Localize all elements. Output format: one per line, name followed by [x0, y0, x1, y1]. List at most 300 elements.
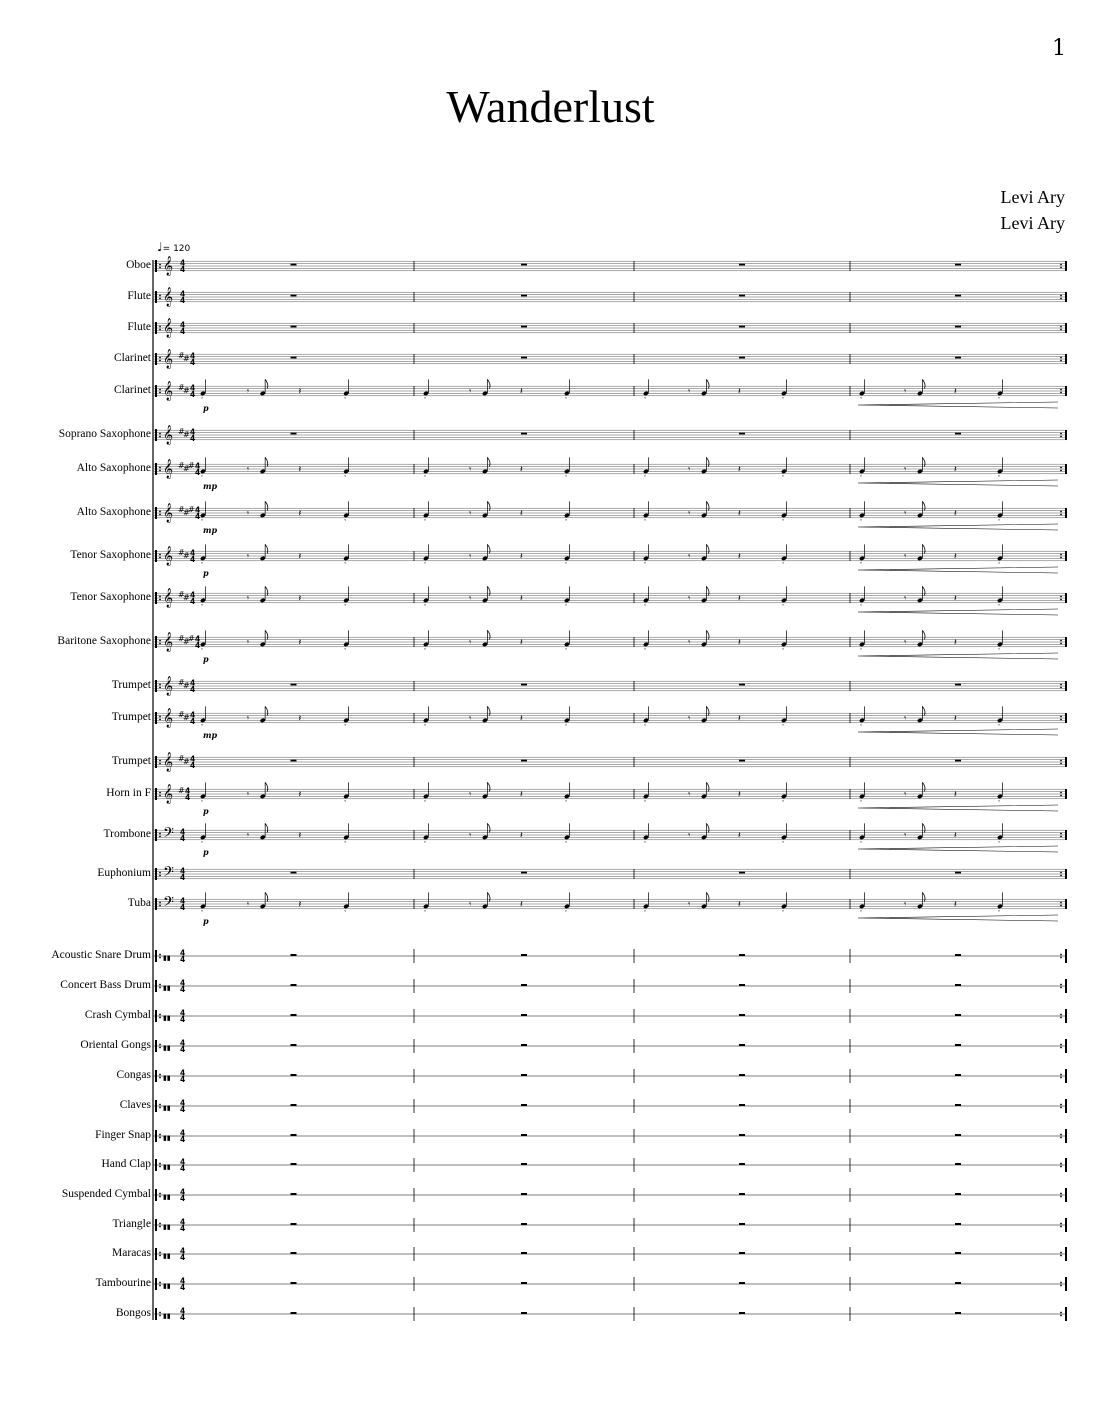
time-signature-denominator: 4: [185, 793, 191, 802]
quarter-rest-icon: 𝄽: [738, 714, 741, 724]
instrument-name: Concert Bass Drum: [60, 979, 151, 991]
whole-rest: [739, 954, 745, 956]
note-flag: [706, 379, 709, 388]
time-signature-numerator: 4: [180, 1306, 186, 1316]
whole-rest: [291, 1252, 297, 1254]
sharp-icon: #: [178, 461, 185, 470]
repeat-dot: [1060, 905, 1062, 907]
repeat-dot: [159, 596, 161, 598]
eighth-rest-icon: 𝄾: [246, 790, 250, 800]
staff-5: [153, 379, 1066, 413]
quarter-rest-icon: 𝄽: [520, 831, 523, 841]
sharp-icon: #: [183, 386, 190, 395]
note-flag: [265, 544, 268, 553]
accent-mark: ˇ: [859, 800, 863, 808]
repeat-dot: [159, 1196, 161, 1198]
note-flag: [706, 706, 709, 715]
eighth-rest-icon: 𝄾: [469, 790, 472, 800]
time-signature-denominator: 4: [190, 597, 196, 606]
staff-19: [153, 949, 1066, 965]
accent-mark: ˇ: [423, 519, 427, 527]
instrument-name: Finger Snap: [95, 1129, 151, 1141]
quarter-rest-icon: 𝄽: [520, 552, 523, 562]
whole-rest: [955, 760, 961, 762]
accent-mark: ˇ: [781, 562, 785, 570]
instrument-name: Triangle: [112, 1218, 151, 1230]
treble-clef-icon: 𝄞: [163, 546, 174, 566]
instrument-name: Clarinet: [113, 384, 151, 396]
accent-mark: ˇ: [859, 519, 863, 527]
sharp-icon: #: [178, 548, 185, 557]
sharp-icon: #: [188, 634, 195, 643]
whole-rest: [521, 1282, 527, 1284]
instrument-name: Alto Saxophone: [76, 506, 151, 518]
repeat-dot: [1060, 1282, 1062, 1284]
whole-rest: [955, 1074, 961, 1076]
note-flag: [922, 706, 925, 715]
quarter-rest-icon: 𝄽: [298, 594, 302, 604]
whole-rest: [291, 1104, 297, 1106]
whole-rest: [739, 1193, 745, 1195]
instrument-name: Trumpet: [111, 679, 151, 691]
treble-clef-icon: 𝄞: [163, 318, 174, 338]
quarter-rest-icon: 𝄽: [954, 552, 957, 562]
repeat-dot: [159, 433, 161, 435]
repeat-dot: [1060, 596, 1062, 598]
crescendo-hairpin: [858, 524, 1058, 530]
whole-rest: [739, 357, 745, 359]
repeat-dot: [159, 1017, 161, 1019]
note-flag: [922, 457, 925, 466]
instrument-name: Tambourine: [95, 1277, 151, 1289]
repeat-dot: [159, 875, 161, 877]
time-signature-denominator: 4: [195, 468, 201, 477]
repeat-dot: [159, 511, 161, 513]
time-signature-numerator: 4: [190, 754, 196, 764]
staff-3: [153, 318, 1066, 338]
quarter-rest-icon: 𝄽: [298, 831, 302, 841]
repeat-dot: [159, 760, 161, 762]
repeat-dot: [1060, 392, 1062, 394]
treble-clef-icon: 𝄞: [163, 256, 174, 276]
accent-mark: ˇ: [200, 648, 204, 656]
staff-12: [153, 676, 1066, 696]
whole-rest: [955, 1104, 961, 1106]
quarter-rest-icon: 𝄽: [298, 900, 302, 910]
repeat-dot: [159, 1104, 161, 1106]
quarter-rest-icon: 𝄽: [954, 790, 957, 800]
treble-clef-icon: 𝄞: [163, 752, 174, 772]
time-signature-denominator: 4: [180, 834, 186, 843]
repeat-dot: [1060, 763, 1062, 765]
instrument-name: Tenor Saxophone: [70, 549, 151, 561]
repeat-dot: [159, 1077, 161, 1079]
repeat-dot: [159, 267, 161, 269]
eighth-rest-icon: 𝄾: [688, 387, 691, 397]
whole-rest: [521, 760, 527, 762]
percussion-clef-icon: ▮▮: [163, 984, 171, 992]
repeat-dot: [1060, 954, 1062, 956]
eighth-rest-icon: 𝄾: [904, 552, 907, 562]
accent-mark: ˇ: [343, 562, 347, 570]
repeat-dot: [1060, 872, 1062, 874]
time-signature-numerator: 4: [180, 1098, 186, 1108]
whole-rest: [955, 1193, 961, 1195]
repeat-dot: [1060, 360, 1062, 362]
whole-rest: [521, 264, 527, 266]
staff-16: [153, 823, 1066, 857]
staff-31: [153, 1307, 1066, 1323]
repeat-dot: [1060, 357, 1062, 359]
quarter-rest-icon: 𝄽: [954, 831, 957, 841]
staff-14: [153, 752, 1066, 772]
time-signature-numerator: 4: [180, 1157, 186, 1167]
staff-20: [153, 979, 1066, 995]
eighth-rest-icon: 𝄾: [469, 387, 472, 397]
composer-credit: Levi Ary: [1000, 187, 1065, 207]
tempo-value: = 120: [162, 244, 191, 254]
treble-clef-icon: 𝄞: [163, 459, 174, 479]
accent-mark: ˇ: [643, 841, 647, 849]
dynamic-marking: p: [203, 916, 209, 926]
repeat-dot: [159, 1014, 161, 1016]
time-signature-denominator: 4: [180, 955, 186, 964]
repeat-dot: [159, 987, 161, 989]
whole-rest: [291, 295, 297, 297]
note-flag: [487, 706, 490, 715]
staff-8: [153, 501, 1066, 535]
repeat-dot: [1060, 643, 1062, 645]
instrument-name: Flute: [127, 321, 151, 333]
accent-mark: ˇ: [859, 475, 863, 483]
repeat-dot: [159, 902, 161, 904]
repeat-dot: [1060, 467, 1062, 469]
time-signature-numerator: 4: [180, 258, 186, 268]
eighth-rest-icon: 𝄾: [469, 714, 472, 724]
note-flag: [922, 544, 925, 553]
whole-rest: [955, 326, 961, 328]
percussion-clef-icon: ▮▮: [163, 1193, 171, 1201]
repeat-dot: [1060, 719, 1062, 721]
eighth-rest-icon: 𝄾: [246, 387, 250, 397]
time-signature-denominator: 4: [195, 512, 201, 521]
repeat-dot: [1060, 987, 1062, 989]
repeat-dot: [1060, 1315, 1062, 1317]
instrument-name: Trumpet: [111, 711, 151, 723]
time-signature-denominator: 4: [180, 1075, 186, 1084]
accent-mark: ˇ: [997, 910, 1001, 918]
note-flag: [487, 892, 490, 901]
accent-mark: ˇ: [997, 604, 1001, 612]
quarter-rest-icon: 𝄽: [738, 831, 741, 841]
note-flag: [706, 823, 709, 832]
staff-27: [153, 1188, 1066, 1204]
accent-mark: ˇ: [343, 397, 347, 405]
percussion-clef-icon: ▮▮: [163, 1074, 171, 1082]
whole-rest: [291, 1163, 297, 1165]
eighth-rest-icon: 𝄾: [904, 714, 907, 724]
percussion-clef-icon: ▮▮: [163, 1282, 171, 1290]
bass-clef-icon: 𝄢: [163, 825, 174, 845]
repeat-dot: [1060, 792, 1062, 794]
staff-4: [153, 349, 1066, 369]
eighth-rest-icon: 𝄾: [688, 638, 691, 648]
whole-rest: [521, 326, 527, 328]
whole-rest: [739, 1014, 745, 1016]
accent-mark: ˇ: [997, 648, 1001, 656]
accent-mark: ˇ: [997, 397, 1001, 405]
instrument-name: Tenor Saxophone: [70, 591, 151, 603]
accent-mark: ˇ: [564, 724, 568, 732]
sharp-icon: #: [188, 505, 195, 514]
staff-24: [153, 1099, 1066, 1115]
crescendo-hairpin: [858, 653, 1058, 659]
repeat-dot: [1060, 1255, 1062, 1257]
whole-rest: [739, 1312, 745, 1314]
time-signature-denominator: 4: [190, 390, 196, 399]
percussion-clef-icon: ▮▮: [163, 1104, 171, 1112]
repeat-dot: [159, 1074, 161, 1076]
accent-mark: ˇ: [423, 397, 427, 405]
eighth-rest-icon: 𝄾: [688, 594, 691, 604]
percussion-clef-icon: ▮▮: [163, 954, 171, 962]
whole-rest: [955, 433, 961, 435]
note-flag: [922, 630, 925, 639]
accent-mark: ˇ: [343, 648, 347, 656]
eighth-rest-icon: 𝄾: [469, 465, 472, 475]
quarter-rest-icon: 𝄽: [738, 509, 741, 519]
instrument-name: Oboe: [126, 259, 151, 271]
note-flag: [265, 706, 268, 715]
accent-mark: ˇ: [343, 800, 347, 808]
accent-mark: ˇ: [643, 800, 647, 808]
time-signature-denominator: 4: [180, 1045, 186, 1054]
whole-rest: [291, 1223, 297, 1225]
accent-mark: ˇ: [343, 724, 347, 732]
repeat-dot: [1060, 1285, 1062, 1287]
note-flag: [265, 782, 268, 791]
note-flag: [922, 782, 925, 791]
staff-7: [153, 457, 1066, 491]
whole-rest: [739, 1163, 745, 1165]
treble-clef-icon: 𝄞: [163, 349, 174, 369]
repeat-dot: [159, 872, 161, 874]
accent-mark: ˇ: [343, 475, 347, 483]
time-signature-numerator: 4: [195, 634, 201, 644]
quarter-rest-icon: 𝄽: [298, 714, 302, 724]
repeat-dot: [159, 1252, 161, 1254]
eighth-rest-icon: 𝄾: [904, 594, 907, 604]
note-flag: [265, 892, 268, 901]
repeat-dot: [159, 640, 161, 642]
whole-rest: [739, 1282, 745, 1284]
repeat-dot: [1060, 1163, 1062, 1165]
whole-rest: [955, 1252, 961, 1254]
eighth-rest-icon: 𝄾: [904, 465, 907, 475]
sharp-icon: #: [183, 430, 190, 439]
repeat-dot: [159, 1255, 161, 1257]
quarter-rest-icon: 𝄽: [738, 465, 741, 475]
repeat-dot: [1060, 1047, 1062, 1049]
eighth-rest-icon: 𝄾: [904, 790, 907, 800]
repeat-dot: [1060, 511, 1062, 513]
note-flag: [487, 544, 490, 553]
treble-clef-icon: 𝄞: [163, 632, 174, 652]
instrument-name: Crash Cymbal: [84, 1009, 151, 1021]
time-signature-denominator: 4: [180, 1015, 186, 1024]
quarter-rest-icon: 𝄽: [954, 900, 957, 910]
eighth-rest-icon: 𝄾: [688, 900, 691, 910]
dynamic-marking: p: [203, 568, 209, 578]
time-signature-denominator: 4: [180, 265, 186, 274]
treble-clef-icon: 𝄞: [163, 425, 174, 445]
repeat-dot: [1060, 984, 1062, 986]
note-flag: [265, 630, 268, 639]
eighth-rest-icon: 𝄾: [246, 509, 250, 519]
accent-mark: ˇ: [423, 841, 427, 849]
accent-mark: ˇ: [781, 519, 785, 527]
time-signature-denominator: 4: [180, 1135, 186, 1144]
staff-22: [153, 1039, 1066, 1055]
instrument-name: Acoustic Snare Drum: [51, 949, 151, 961]
time-signature-numerator: 4: [180, 1187, 186, 1197]
repeat-dot: [159, 514, 161, 516]
repeat-dot: [159, 792, 161, 794]
dynamic-marking: mp: [203, 481, 218, 491]
time-signature-denominator: 4: [180, 327, 186, 336]
accent-mark: ˇ: [643, 519, 647, 527]
repeat-dot: [1060, 295, 1062, 297]
repeat-dot: [1060, 470, 1062, 472]
staff-10: [153, 586, 1066, 615]
accent-mark: ˇ: [200, 724, 204, 732]
whole-rest: [291, 1193, 297, 1195]
accent-mark: ˇ: [564, 397, 568, 405]
crescendo-hairpin: [858, 915, 1058, 921]
quarter-rest-icon: 𝄽: [520, 900, 523, 910]
accent-mark: ˇ: [997, 519, 1001, 527]
treble-clef-icon: 𝄞: [163, 784, 174, 804]
whole-rest: [955, 357, 961, 359]
repeat-dot: [159, 360, 161, 362]
eighth-rest-icon: 𝄾: [904, 900, 907, 910]
repeat-dot: [159, 599, 161, 601]
accent-mark: ˇ: [343, 519, 347, 527]
crescendo-hairpin: [858, 480, 1058, 486]
percussion-clef-icon: ▮▮: [163, 1312, 171, 1320]
eighth-rest-icon: 𝄾: [469, 638, 472, 648]
quarter-rest-icon: 𝄽: [298, 387, 302, 397]
eighth-rest-icon: 𝄾: [469, 552, 472, 562]
sharp-icon: #: [183, 757, 190, 766]
instrument-name: Baritone Saxophone: [57, 635, 151, 647]
whole-rest: [955, 1282, 961, 1284]
note-flag: [922, 501, 925, 510]
whole-rest: [291, 954, 297, 956]
whole-rest: [521, 1044, 527, 1046]
quarter-rest-icon: 𝄽: [298, 552, 302, 562]
sharp-icon: #: [178, 786, 185, 795]
sharp-icon: #: [178, 634, 185, 643]
repeat-dot: [159, 298, 161, 300]
time-signature-numerator: 4: [180, 320, 186, 330]
staff-6: [153, 425, 1066, 445]
instrument-name: Oriental Gongs: [80, 1039, 151, 1051]
accent-mark: ˇ: [643, 475, 647, 483]
time-signature-numerator: 4: [190, 427, 196, 437]
repeat-dot: [159, 954, 161, 956]
treble-clef-icon: 𝄞: [163, 287, 174, 307]
time-signature-numerator: 4: [190, 548, 196, 558]
accent-mark: ˇ: [859, 562, 863, 570]
repeat-dot: [159, 1166, 161, 1168]
dynamic-marking: p: [203, 847, 209, 857]
quarter-rest-icon: 𝄽: [520, 790, 523, 800]
whole-rest: [955, 684, 961, 686]
quarter-rest-icon: 𝄽: [520, 594, 523, 604]
repeat-dot: [159, 1312, 161, 1314]
accent-mark: ˇ: [200, 519, 204, 527]
repeat-dot: [1060, 875, 1062, 877]
accent-mark: ˇ: [200, 475, 204, 483]
instrument-name: Bongos: [115, 1307, 151, 1319]
note-flag: [706, 457, 709, 466]
eighth-rest-icon: 𝄾: [904, 831, 907, 841]
time-signature-numerator: 4: [180, 827, 186, 837]
repeat-dot: [1060, 1196, 1062, 1198]
instrument-name: Tuba: [127, 897, 151, 909]
accent-mark: ˇ: [643, 604, 647, 612]
eighth-rest-icon: 𝄾: [246, 594, 250, 604]
whole-rest: [955, 872, 961, 874]
staff-9: [153, 544, 1066, 578]
whole-rest: [739, 1223, 745, 1225]
time-signature-numerator: 4: [180, 896, 186, 906]
instrument-name: Horn in F: [106, 787, 151, 799]
repeat-dot: [1060, 329, 1062, 331]
eighth-rest-icon: 𝄾: [688, 465, 691, 475]
repeat-dot: [159, 392, 161, 394]
sharp-icon: #: [188, 461, 195, 470]
repeat-dot: [159, 295, 161, 297]
repeat-dot: [159, 1163, 161, 1165]
time-signature-numerator: 4: [180, 1128, 186, 1138]
time-signature-numerator: 4: [180, 1068, 186, 1078]
accent-mark: ˇ: [564, 841, 568, 849]
staff-18: [153, 892, 1066, 926]
whole-rest: [521, 1223, 527, 1225]
eighth-rest-icon: 𝄾: [246, 714, 250, 724]
accent-mark: ˇ: [781, 800, 785, 808]
repeat-dot: [159, 1134, 161, 1136]
instrument-name: Maracas: [112, 1247, 151, 1259]
accent-mark: ˇ: [859, 604, 863, 612]
whole-rest: [739, 1104, 745, 1106]
crescendo-hairpin: [858, 609, 1058, 615]
repeat-dot: [1060, 684, 1062, 686]
crescendo-hairpin: [858, 805, 1058, 811]
time-signature-numerator: 4: [190, 590, 196, 600]
whole-rest: [739, 433, 745, 435]
eighth-rest-icon: 𝄾: [688, 790, 691, 800]
accent-mark: ˇ: [200, 604, 204, 612]
whole-rest: [739, 295, 745, 297]
whole-rest: [955, 954, 961, 956]
time-signature-denominator: 4: [180, 873, 186, 882]
percussion-clef-icon: ▮▮: [163, 1252, 171, 1260]
instrument-name: Suspended Cymbal: [61, 1188, 151, 1200]
staff-23: [153, 1069, 1066, 1085]
